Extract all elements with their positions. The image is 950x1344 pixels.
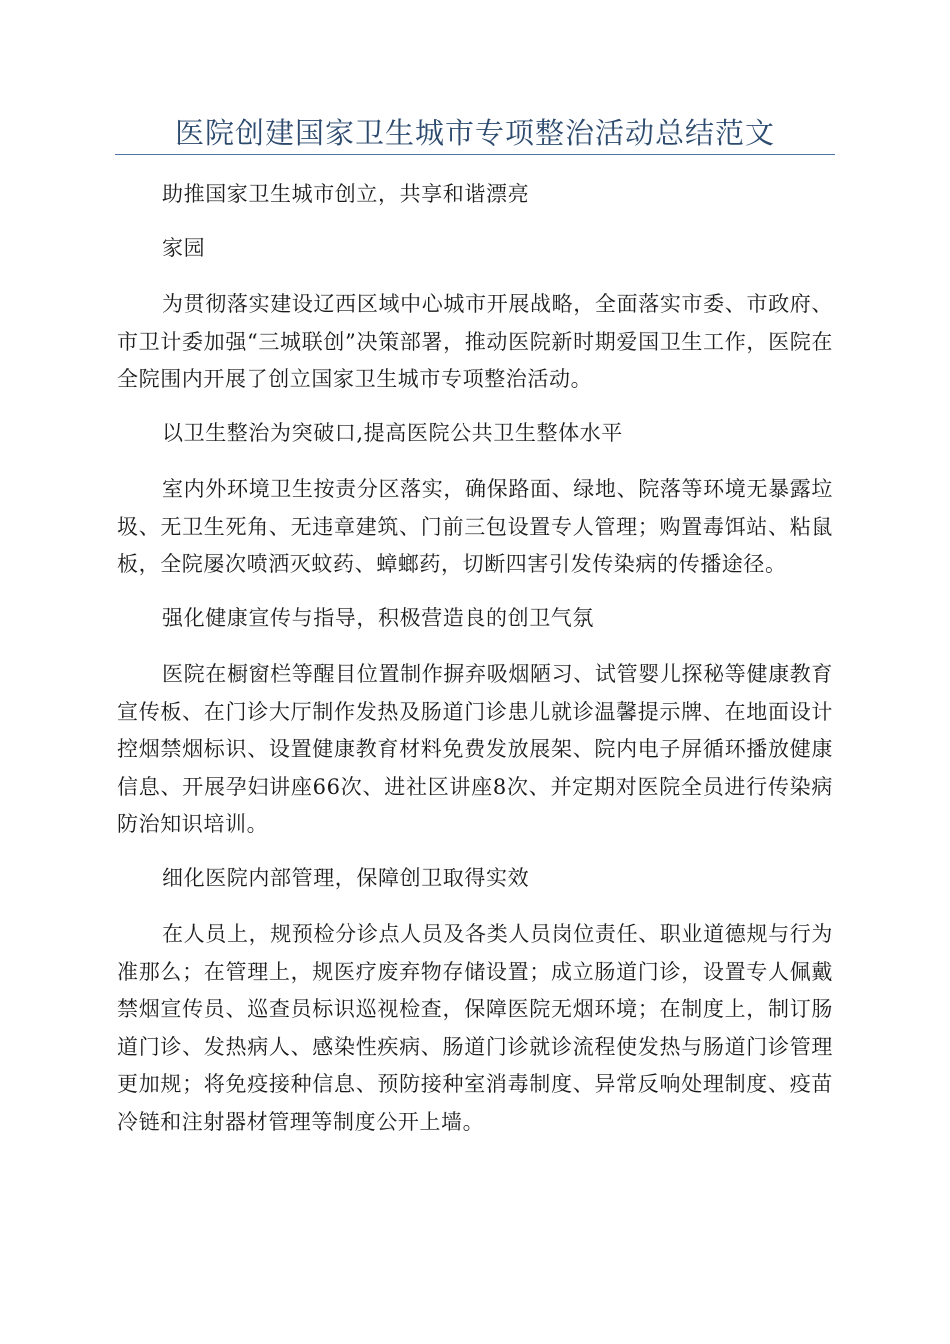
title-underline [115,154,835,155]
paragraph-slogan-continued: 家园 [162,235,206,260]
section-heading-management: 细化医院内部管理，保障创卫取得实效 [162,865,530,890]
document-title: 医院创建国家卫生城市专项整治活动总结范文 [174,116,775,150]
paragraph-intro: 为贯彻落实建设辽西区域中心城市开展战略，全面落实市委、市政府、市卫计委加强“三城联创”决策部署，推动医院新时期爱国卫生工作，医院在全院围内开展了创立国家卫生城市专项整治活动。 [117,292,833,391]
section-heading-sanitation: 以卫生整治为突破口,提高医院公共卫生整体水平 [162,420,623,445]
paragraph-management: 在人员上，规预检分诊点人员及各类人员岗位责任、职业道德规与行为准那么；在管理上，规医疗废弃物存储设置；成立肠道门诊，设置专人佩戴禁烟宣传员、巡查员标识巡视检查，保障医院无烟环境；在制度上，制订肠道门诊、发热病人、感染性疾病、肠道门诊就诊流程使发热与肠道门诊管理更加规；将免疫接种信息、预防接种室消毒制度、异常反响处理制度、疫苗冷链和注射器材管理等制度公开上墙。 [117,922,833,1134]
paragraph-sanitation: 室内外环境卫生按责分区落实，确保路面、绿地、院落等环境无暴露垃圾、无卫生死角、无违章建筑、门前三包设置专人管理；购置毒饵站、粘鼠板，全院屡次喷洒灭蚊药、蟑螂药，切断四害引发传染病的传播途径。 [117,477,833,576]
paragraph-health-promotion: 医院在橱窗栏等醒目位置制作摒弃吸烟陋习、试管婴儿探秘等健康教育宣传板、在门诊大厅制作发热及肠道门诊患儿就诊温馨提示牌、在地面设计控烟禁烟标识、设置健康教育材料免费发放展架、院内电子屏循环播放健康信息、开展孕妇讲座66次、进社区讲座8次、并定期对医院全员进行传染病防治知识培训。 [117,662,833,836]
paragraph-slogan: 助推国家卫生城市创立，共享和谐漂亮 [162,182,530,206]
section-heading-health-promotion: 强化健康宣传与指导，积极营造良的创卫气氛 [162,605,594,630]
document-body [117,176,833,1141]
